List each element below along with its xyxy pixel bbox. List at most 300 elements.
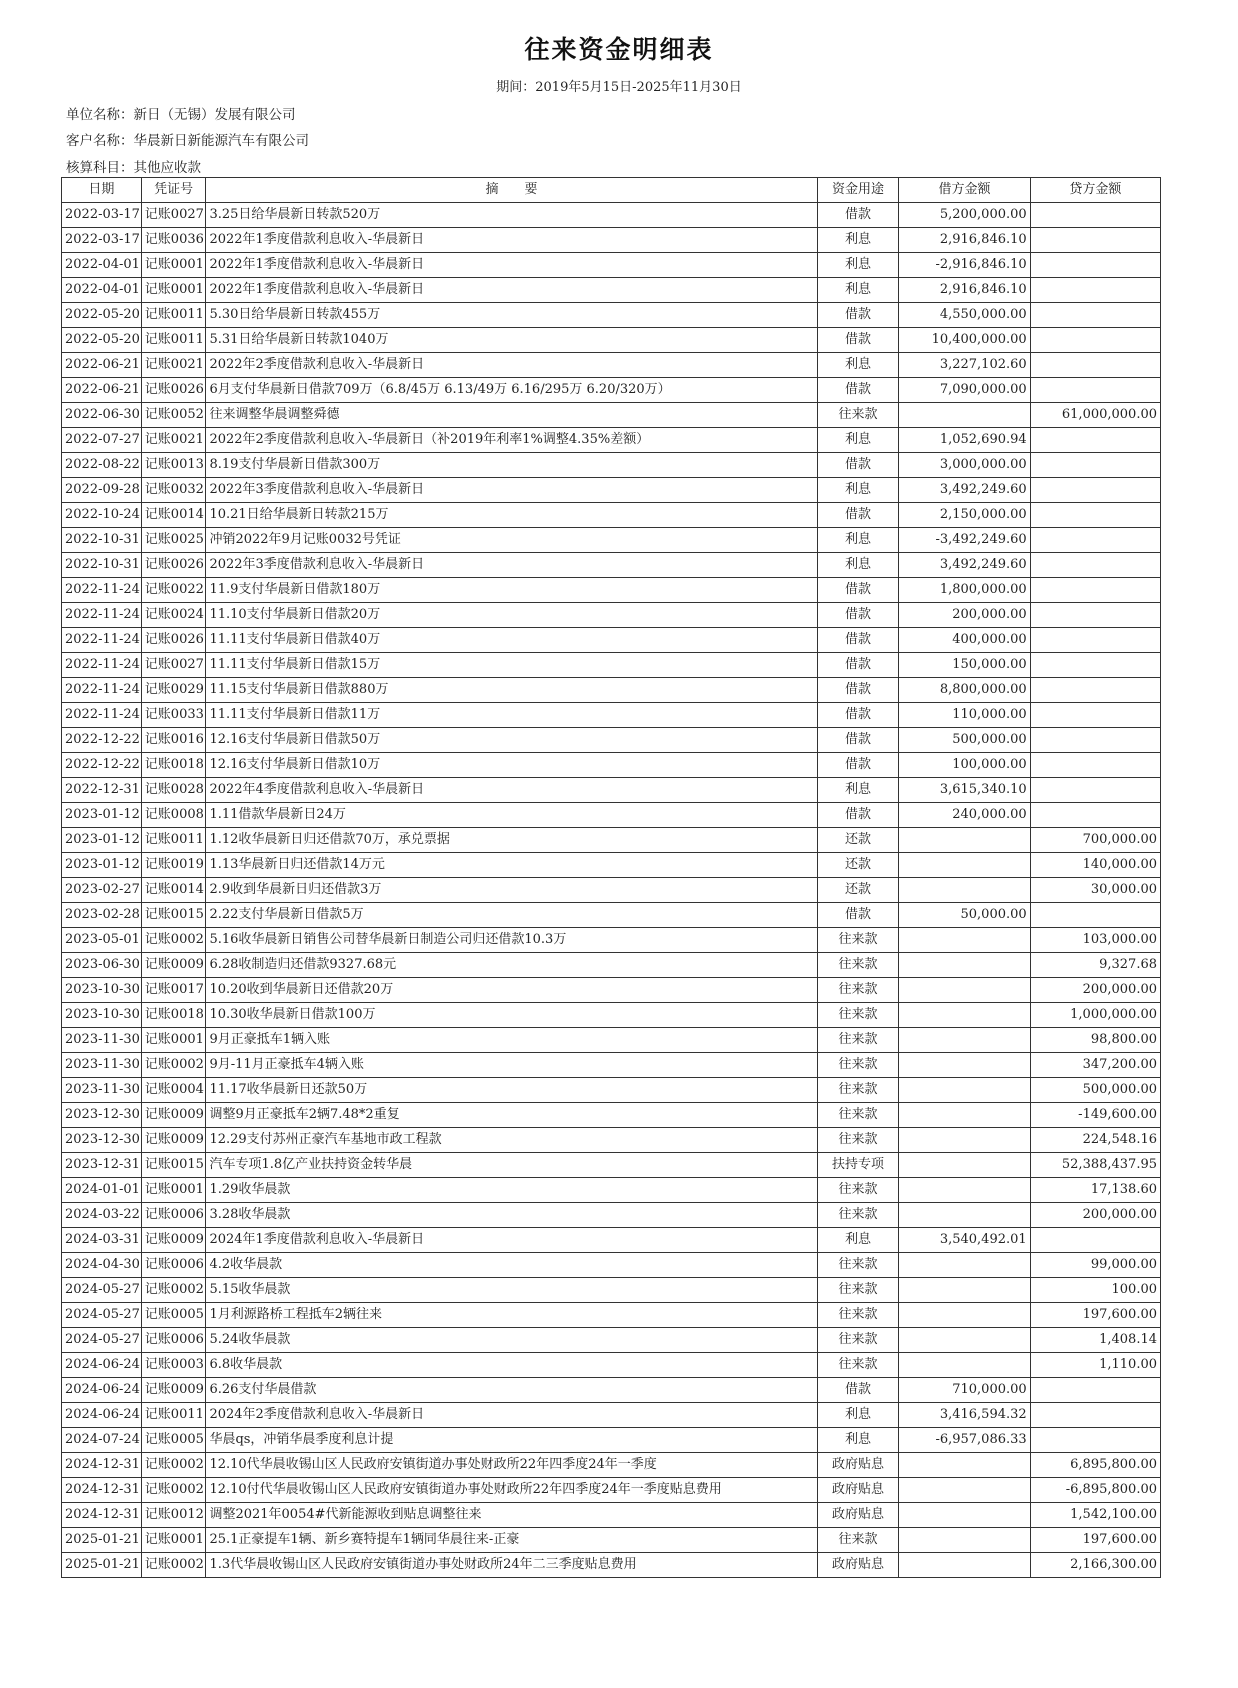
table-row xyxy=(62,503,1161,528)
cell-summary: 2.22支付华晨新日借款5万 xyxy=(206,903,817,928)
cell-debit: -6,957,086.33 xyxy=(899,1428,1030,1453)
table-row xyxy=(62,278,1161,303)
cell-credit: 9,327.68 xyxy=(1030,953,1160,978)
cell-debit xyxy=(899,1503,1030,1528)
table-row xyxy=(62,428,1161,453)
cell-purpose: 往来款 xyxy=(817,1253,899,1278)
cell-summary: 2022年3季度借款利息收入-华晨新日 xyxy=(206,478,817,503)
cell-purpose: 利息 xyxy=(817,553,899,578)
table-row xyxy=(62,1453,1161,1478)
table-row xyxy=(62,303,1161,328)
header-row xyxy=(62,178,1161,203)
cell-summary: 1.13华晨新日归还借款14万元 xyxy=(206,853,817,878)
table-row xyxy=(62,728,1161,753)
cell-debit: -3,492,249.60 xyxy=(899,528,1030,553)
cell-credit xyxy=(1030,453,1160,478)
cell-debit: 5,200,000.00 xyxy=(899,203,1030,228)
cell-summary: 汽车专项1.8亿产业扶持资金转华晨 xyxy=(206,1153,817,1178)
report-period: 期间：2019年5月15日-2025年11月30日 xyxy=(496,80,742,95)
cell-voucher: 记账0008 xyxy=(141,803,206,828)
cell-summary: 冲销2022年9月记账0032号凭证 xyxy=(206,528,817,553)
table-row xyxy=(62,1353,1161,1378)
cell-voucher: 记账0006 xyxy=(141,1203,206,1228)
cell-credit xyxy=(1030,578,1160,603)
cell-debit xyxy=(899,1353,1030,1378)
cell-purpose: 借款 xyxy=(817,903,899,928)
cell-purpose: 往来款 xyxy=(817,1128,899,1153)
cell-voucher: 记账0001 xyxy=(141,1528,206,1553)
cell-credit xyxy=(1030,1228,1160,1253)
table-row xyxy=(62,778,1161,803)
table-row xyxy=(62,803,1161,828)
cell-summary: 11.11支付华晨新日借款15万 xyxy=(206,653,817,678)
cell-debit: 3,227,102.60 xyxy=(899,353,1030,378)
cell-purpose: 利息 xyxy=(817,778,899,803)
cell-date: 2022-10-31 xyxy=(62,528,142,553)
cell-debit xyxy=(899,1528,1030,1553)
cell-credit: 1,000,000.00 xyxy=(1030,1003,1160,1028)
cell-debit: 1,800,000.00 xyxy=(899,578,1030,603)
cell-debit xyxy=(899,853,1030,878)
cell-purpose: 往来款 xyxy=(817,1303,899,1328)
cell-date: 2024-06-24 xyxy=(62,1403,142,1428)
cell-debit: 400,000.00 xyxy=(899,628,1030,653)
cell-purpose: 借款 xyxy=(817,703,899,728)
cell-date: 2023-12-30 xyxy=(62,1103,142,1128)
cell-date: 2022-12-22 xyxy=(62,753,142,778)
table-row xyxy=(62,1478,1161,1503)
cell-credit: 347,200.00 xyxy=(1030,1053,1160,1078)
cell-purpose: 利息 xyxy=(817,353,899,378)
cell-date: 2024-12-31 xyxy=(62,1478,142,1503)
cell-voucher: 记账0002 xyxy=(141,1278,206,1303)
table-row xyxy=(62,928,1161,953)
cell-credit xyxy=(1030,753,1160,778)
cell-purpose: 借款 xyxy=(817,628,899,653)
cell-credit: 1,110.00 xyxy=(1030,1353,1160,1378)
cell-debit: 500,000.00 xyxy=(899,728,1030,753)
cell-credit xyxy=(1030,603,1160,628)
cell-summary: 1.3代华晨收锡山区人民政府安镇街道办事处财政所24年二三季度贴息费用 xyxy=(206,1553,817,1578)
cell-debit: 200,000.00 xyxy=(899,603,1030,628)
cell-debit: 3,492,249.60 xyxy=(899,478,1030,503)
cell-credit xyxy=(1030,703,1160,728)
cell-credit: 1,542,100.00 xyxy=(1030,1503,1160,1528)
ledger-body xyxy=(62,203,1161,1578)
cell-debit xyxy=(899,828,1030,853)
report-title: 往来资金明细表 xyxy=(524,35,714,64)
cell-voucher: 记账0009 xyxy=(141,1228,206,1253)
cell-voucher: 记账0001 xyxy=(141,1178,206,1203)
cell-debit xyxy=(899,1303,1030,1328)
cell-credit xyxy=(1030,328,1160,353)
table-row xyxy=(62,1253,1161,1278)
cell-debit xyxy=(899,1328,1030,1353)
cell-purpose: 借款 xyxy=(817,578,899,603)
cell-debit: 3,615,340.10 xyxy=(899,778,1030,803)
cell-summary: 1.12收华晨新日归还借款70万，承兑票据 xyxy=(206,828,817,853)
cell-date: 2022-05-20 xyxy=(62,328,142,353)
cell-credit xyxy=(1030,903,1160,928)
cell-voucher: 记账0021 xyxy=(141,428,206,453)
cell-date: 2023-11-30 xyxy=(62,1078,142,1103)
cell-purpose: 往来款 xyxy=(817,1203,899,1228)
table-row xyxy=(62,1503,1161,1528)
cell-purpose: 往来款 xyxy=(817,1028,899,1053)
cell-voucher: 记账0013 xyxy=(141,453,206,478)
table-row xyxy=(62,1553,1161,1578)
cell-date: 2023-02-28 xyxy=(62,903,142,928)
cell-credit: 140,000.00 xyxy=(1030,853,1160,878)
cell-summary: 2024年1季度借款利息收入-华晨新日 xyxy=(206,1228,817,1253)
cell-date: 2022-07-27 xyxy=(62,428,142,453)
cell-purpose: 往来款 xyxy=(817,928,899,953)
cell-debit: 110,000.00 xyxy=(899,703,1030,728)
cell-date: 2022-10-31 xyxy=(62,553,142,578)
cell-voucher: 记账0033 xyxy=(141,703,206,728)
table-row xyxy=(62,978,1161,1003)
cell-purpose: 往来款 xyxy=(817,953,899,978)
cell-date: 2023-01-12 xyxy=(62,828,142,853)
cell-purpose: 利息 xyxy=(817,528,899,553)
cell-voucher: 记账0027 xyxy=(141,653,206,678)
cell-debit: 2,916,846.10 xyxy=(899,278,1030,303)
cell-credit: 61,000,000.00 xyxy=(1030,403,1160,428)
cell-purpose: 借款 xyxy=(817,378,899,403)
cell-summary: 6月支付华晨新日借款709万（6.8/45万 6.13/49万 6.16/295万 6.20/320万） xyxy=(206,378,817,403)
cell-date: 2024-05-27 xyxy=(62,1328,142,1353)
cell-credit: 103,000.00 xyxy=(1030,928,1160,953)
cell-purpose: 借款 xyxy=(817,203,899,228)
cell-summary: 12.10代华晨收锡山区人民政府安镇街道办事处财政所22年四季度24年一季度 xyxy=(206,1453,817,1478)
cell-debit: 8,800,000.00 xyxy=(899,678,1030,703)
table-row xyxy=(62,653,1161,678)
cell-date: 2022-05-20 xyxy=(62,303,142,328)
account-subject: 核算科目：其他应收款 xyxy=(66,160,201,176)
cell-summary: 4.2收华晨款 xyxy=(206,1253,817,1278)
cell-credit xyxy=(1030,278,1160,303)
cell-debit: 2,150,000.00 xyxy=(899,503,1030,528)
cell-debit xyxy=(899,1028,1030,1053)
cell-credit xyxy=(1030,1428,1160,1453)
cell-credit xyxy=(1030,1403,1160,1428)
cell-voucher: 记账0022 xyxy=(141,578,206,603)
table-row xyxy=(62,1203,1161,1228)
cell-voucher: 记账0032 xyxy=(141,478,206,503)
cell-summary: 12.29支付苏州正豪汽车基地市政工程款 xyxy=(206,1128,817,1153)
cell-summary: 3.28收华晨款 xyxy=(206,1203,817,1228)
cell-debit: 3,492,249.60 xyxy=(899,553,1030,578)
cell-date: 2024-04-30 xyxy=(62,1253,142,1278)
cell-debit xyxy=(899,1278,1030,1303)
cell-date: 2022-04-01 xyxy=(62,253,142,278)
cell-debit: 150,000.00 xyxy=(899,653,1030,678)
cell-debit xyxy=(899,1178,1030,1203)
cell-date: 2023-11-30 xyxy=(62,1028,142,1053)
table-row xyxy=(62,903,1161,928)
cell-purpose: 借款 xyxy=(817,1378,899,1403)
ledger-table xyxy=(61,177,1161,1578)
cell-date: 2025-01-21 xyxy=(62,1553,142,1578)
cell-voucher: 记账0029 xyxy=(141,678,206,703)
table-row xyxy=(62,403,1161,428)
cell-summary: 2022年2季度借款利息收入-华晨新日 xyxy=(206,353,817,378)
cell-purpose: 往来款 xyxy=(817,403,899,428)
col-summary-header: 摘 要 xyxy=(206,178,817,203)
cell-purpose: 借款 xyxy=(817,328,899,353)
cell-voucher: 记账0001 xyxy=(141,253,206,278)
cell-date: 2024-07-24 xyxy=(62,1428,142,1453)
col-credit-header: 贷方金额 xyxy=(1030,178,1160,203)
cell-voucher: 记账0025 xyxy=(141,528,206,553)
cell-voucher: 记账0009 xyxy=(141,953,206,978)
cell-voucher: 记账0018 xyxy=(141,753,206,778)
cell-purpose: 利息 xyxy=(817,478,899,503)
table-row xyxy=(62,1228,1161,1253)
cell-purpose: 借款 xyxy=(817,603,899,628)
cell-voucher: 记账0024 xyxy=(141,603,206,628)
cell-purpose: 利息 xyxy=(817,1228,899,1253)
cell-voucher: 记账0052 xyxy=(141,403,206,428)
cell-date: 2022-08-22 xyxy=(62,453,142,478)
cell-debit: -2,916,846.10 xyxy=(899,253,1030,278)
cell-purpose: 利息 xyxy=(817,253,899,278)
cell-date: 2022-06-21 xyxy=(62,353,142,378)
cell-voucher: 记账0006 xyxy=(141,1328,206,1353)
cell-voucher: 记账0011 xyxy=(141,1403,206,1428)
cell-summary: 8.19支付华晨新日借款300万 xyxy=(206,453,817,478)
cell-purpose: 还款 xyxy=(817,878,899,903)
cell-voucher: 记账0009 xyxy=(141,1128,206,1153)
cell-debit xyxy=(899,978,1030,1003)
cell-credit xyxy=(1030,653,1160,678)
table-row xyxy=(62,1153,1161,1178)
cell-credit: 100.00 xyxy=(1030,1278,1160,1303)
unit-name: 单位名称：新日（无锡）发展有限公司 xyxy=(66,107,296,123)
cell-date: 2022-06-21 xyxy=(62,378,142,403)
cell-summary: 2022年1季度借款利息收入-华晨新日 xyxy=(206,278,817,303)
table-row xyxy=(62,378,1161,403)
cell-summary: 12.16支付华晨新日借款50万 xyxy=(206,728,817,753)
cell-debit: 3,000,000.00 xyxy=(899,453,1030,478)
cell-purpose: 利息 xyxy=(817,278,899,303)
cell-summary: 2022年1季度借款利息收入-华晨新日 xyxy=(206,228,817,253)
cell-date: 2022-11-24 xyxy=(62,603,142,628)
cell-credit xyxy=(1030,678,1160,703)
cell-purpose: 利息 xyxy=(817,1403,899,1428)
cell-debit: 1,052,690.94 xyxy=(899,428,1030,453)
cell-date: 2022-03-17 xyxy=(62,228,142,253)
table-row xyxy=(62,1303,1161,1328)
cell-summary: 6.26支付华晨借款 xyxy=(206,1378,817,1403)
cell-summary: 11.10支付华晨新日借款20万 xyxy=(206,603,817,628)
cell-voucher: 记账0009 xyxy=(141,1103,206,1128)
cell-credit xyxy=(1030,253,1160,278)
cell-debit: 240,000.00 xyxy=(899,803,1030,828)
cell-summary: 1.29收华晨款 xyxy=(206,1178,817,1203)
cell-date: 2024-03-22 xyxy=(62,1203,142,1228)
cell-debit: 50,000.00 xyxy=(899,903,1030,928)
cell-purpose: 往来款 xyxy=(817,1003,899,1028)
cell-voucher: 记账0018 xyxy=(141,1003,206,1028)
table-row xyxy=(62,703,1161,728)
cell-voucher: 记账0009 xyxy=(141,1378,206,1403)
table-row xyxy=(62,678,1161,703)
cell-debit xyxy=(899,1203,1030,1228)
table-row xyxy=(62,528,1161,553)
cell-voucher: 记账0005 xyxy=(141,1303,206,1328)
cell-purpose: 借款 xyxy=(817,728,899,753)
cell-voucher: 记账0014 xyxy=(141,878,206,903)
cell-credit xyxy=(1030,203,1160,228)
cell-summary: 5.30日给华晨新日转款455万 xyxy=(206,303,817,328)
cell-purpose: 往来款 xyxy=(817,1528,899,1553)
cell-voucher: 记账0012 xyxy=(141,1503,206,1528)
cell-credit: 17,138.60 xyxy=(1030,1178,1160,1203)
cell-debit xyxy=(899,1128,1030,1153)
cell-debit xyxy=(899,1253,1030,1278)
cell-purpose: 利息 xyxy=(817,1428,899,1453)
cell-credit xyxy=(1030,1378,1160,1403)
cell-summary: 12.10付代华晨收锡山区人民政府安镇街道办事处财政所22年四季度24年一季度贴息费用 xyxy=(206,1478,817,1503)
cell-credit: 224,548.16 xyxy=(1030,1128,1160,1153)
cell-date: 2024-12-31 xyxy=(62,1503,142,1528)
cell-voucher: 记账0016 xyxy=(141,728,206,753)
table-row xyxy=(62,228,1161,253)
cell-credit: 1,408.14 xyxy=(1030,1328,1160,1353)
cell-date: 2022-06-30 xyxy=(62,403,142,428)
cell-debit xyxy=(899,1553,1030,1578)
cell-voucher: 记账0003 xyxy=(141,1353,206,1378)
cell-voucher: 记账0011 xyxy=(141,828,206,853)
cell-voucher: 记账0026 xyxy=(141,378,206,403)
cell-voucher: 记账0026 xyxy=(141,553,206,578)
cell-summary: 2024年2季度借款利息收入-华晨新日 xyxy=(206,1403,817,1428)
cell-debit xyxy=(899,878,1030,903)
cell-summary: 9月-11月正豪抵车4辆入账 xyxy=(206,1053,817,1078)
cell-credit: 500,000.00 xyxy=(1030,1078,1160,1103)
cell-purpose: 往来款 xyxy=(817,1103,899,1128)
cell-debit xyxy=(899,1003,1030,1028)
cell-credit: 197,600.00 xyxy=(1030,1303,1160,1328)
cell-summary: 9月正豪抵车1辆入账 xyxy=(206,1028,817,1053)
cell-purpose: 往来款 xyxy=(817,978,899,1003)
cell-debit: 4,550,000.00 xyxy=(899,303,1030,328)
table-row xyxy=(62,353,1161,378)
col-debit-header: 借方金额 xyxy=(899,178,1030,203)
cell-date: 2023-12-30 xyxy=(62,1128,142,1153)
cell-purpose: 还款 xyxy=(817,828,899,853)
col-purpose-header: 资金用途 xyxy=(817,178,899,203)
cell-voucher: 记账0001 xyxy=(141,278,206,303)
cell-voucher: 记账0028 xyxy=(141,778,206,803)
cell-date: 2023-12-31 xyxy=(62,1153,142,1178)
cell-date: 2023-01-12 xyxy=(62,803,142,828)
cell-purpose: 政府贴息 xyxy=(817,1553,899,1578)
cell-summary: 11.17收华晨新日还款50万 xyxy=(206,1078,817,1103)
cell-voucher: 记账0004 xyxy=(141,1078,206,1103)
table-row xyxy=(62,1378,1161,1403)
cell-date: 2022-03-17 xyxy=(62,203,142,228)
cell-summary: 11.9支付华晨新日借款180万 xyxy=(206,578,817,603)
cell-date: 2022-12-22 xyxy=(62,728,142,753)
cell-voucher: 记账0002 xyxy=(141,1553,206,1578)
cell-credit xyxy=(1030,503,1160,528)
cell-voucher: 记账0002 xyxy=(141,928,206,953)
cell-voucher: 记账0005 xyxy=(141,1428,206,1453)
cell-summary: 12.16支付华晨新日借款10万 xyxy=(206,753,817,778)
cell-voucher: 记账0001 xyxy=(141,1028,206,1053)
table-row xyxy=(62,553,1161,578)
cell-debit xyxy=(899,1153,1030,1178)
cell-credit: 2,166,300.00 xyxy=(1030,1553,1160,1578)
cell-credit: 52,388,437.95 xyxy=(1030,1153,1160,1178)
cell-purpose: 借款 xyxy=(817,803,899,828)
cell-voucher: 记账0026 xyxy=(141,628,206,653)
cell-credit: 99,000.00 xyxy=(1030,1253,1160,1278)
cell-purpose: 借款 xyxy=(817,678,899,703)
cell-debit: 100,000.00 xyxy=(899,753,1030,778)
table-row xyxy=(62,1128,1161,1153)
cell-purpose: 借款 xyxy=(817,753,899,778)
table-row xyxy=(62,603,1161,628)
cell-summary: 5.24收华晨款 xyxy=(206,1328,817,1353)
cell-purpose: 往来款 xyxy=(817,1353,899,1378)
cell-date: 2023-01-12 xyxy=(62,853,142,878)
cell-debit: 10,400,000.00 xyxy=(899,328,1030,353)
cell-summary: 2022年3季度借款利息收入-华晨新日 xyxy=(206,553,817,578)
cell-summary: 5.31日给华晨新日转款1040万 xyxy=(206,328,817,353)
cell-purpose: 政府贴息 xyxy=(817,1503,899,1528)
cell-summary: 5.15收华晨款 xyxy=(206,1278,817,1303)
cell-voucher: 记账0002 xyxy=(141,1478,206,1503)
cell-debit xyxy=(899,1103,1030,1128)
cell-date: 2022-11-24 xyxy=(62,628,142,653)
cell-credit xyxy=(1030,803,1160,828)
cell-voucher: 记账0011 xyxy=(141,303,206,328)
cell-date: 2022-12-31 xyxy=(62,778,142,803)
cell-voucher: 记账0002 xyxy=(141,1453,206,1478)
table-row xyxy=(62,1403,1161,1428)
cell-credit: 197,600.00 xyxy=(1030,1528,1160,1553)
cell-credit xyxy=(1030,728,1160,753)
cell-date: 2022-10-24 xyxy=(62,503,142,528)
table-row xyxy=(62,1278,1161,1303)
cell-summary: 11.15支付华晨新日借款880万 xyxy=(206,678,817,703)
cell-summary: 25.1正豪提车1辆、新乡赛特提车1辆同华晨往来-正豪 xyxy=(206,1528,817,1553)
table-row xyxy=(62,203,1161,228)
table-row xyxy=(62,1528,1161,1553)
table-row xyxy=(62,878,1161,903)
cell-purpose: 往来款 xyxy=(817,1078,899,1103)
cell-purpose: 利息 xyxy=(817,428,899,453)
cell-summary: 2022年4季度借款利息收入-华晨新日 xyxy=(206,778,817,803)
table-row xyxy=(62,828,1161,853)
cell-summary: 1.11借款华晨新日24万 xyxy=(206,803,817,828)
cell-credit: -6,895,800.00 xyxy=(1030,1478,1160,1503)
cell-date: 2024-03-31 xyxy=(62,1228,142,1253)
cell-credit: 30,000.00 xyxy=(1030,878,1160,903)
cell-credit xyxy=(1030,628,1160,653)
customer-name: 客户名称：华晨新日新能源汽车有限公司 xyxy=(66,133,309,149)
table-row xyxy=(62,853,1161,878)
cell-purpose: 往来款 xyxy=(817,1178,899,1203)
cell-credit xyxy=(1030,303,1160,328)
cell-purpose: 还款 xyxy=(817,853,899,878)
cell-credit: 200,000.00 xyxy=(1030,1203,1160,1228)
cell-summary: 6.8收华晨款 xyxy=(206,1353,817,1378)
cell-date: 2023-02-27 xyxy=(62,878,142,903)
